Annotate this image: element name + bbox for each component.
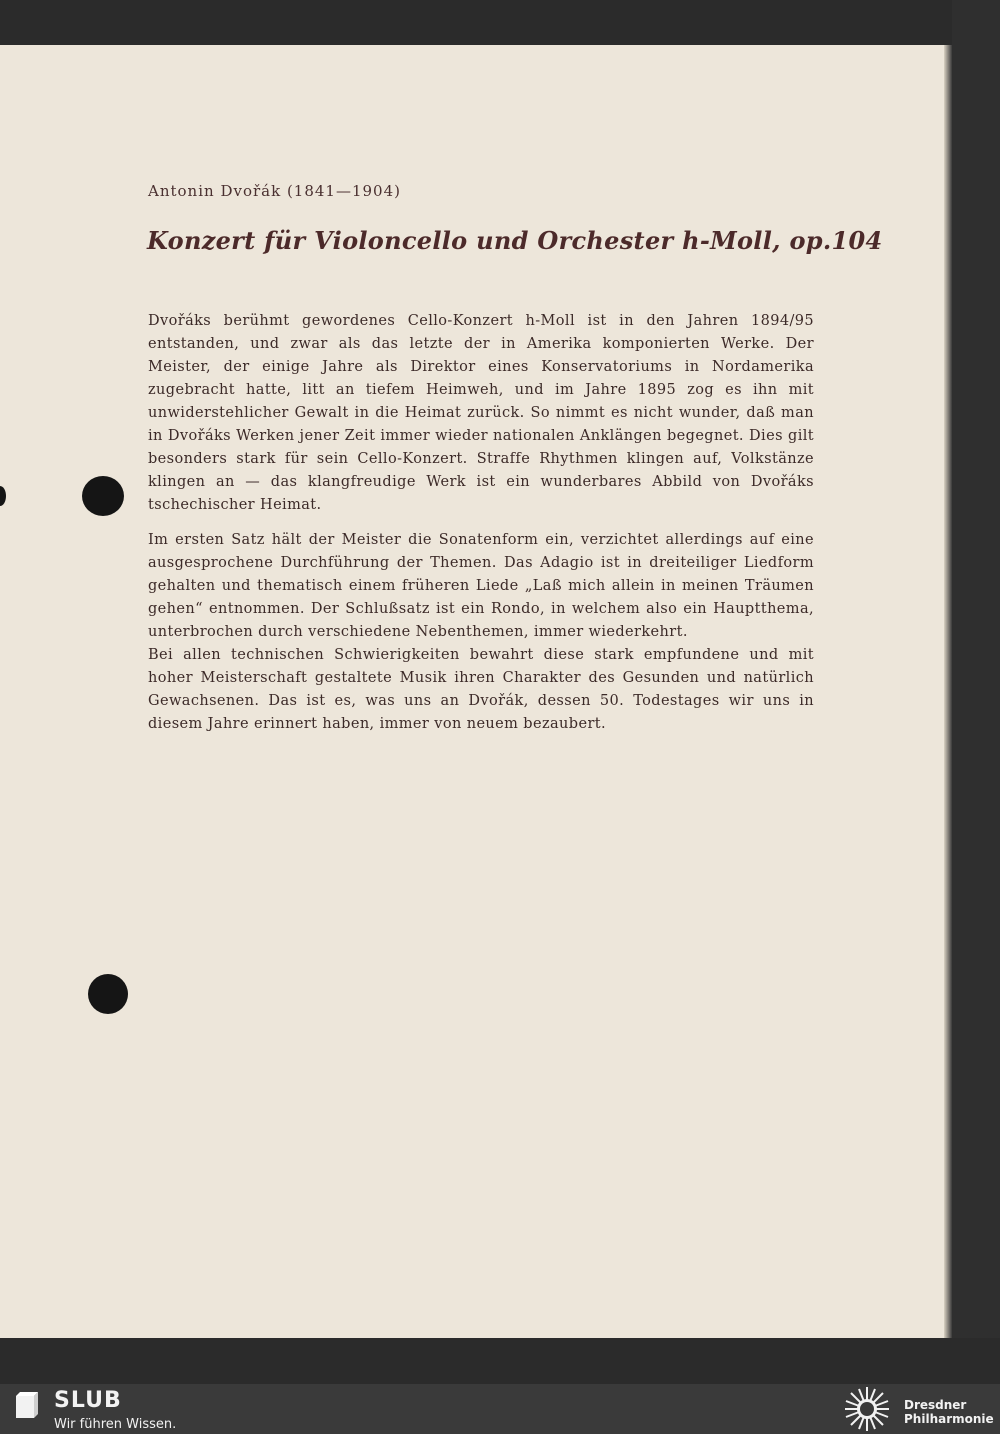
book-icon [14, 1390, 40, 1420]
slub-name[interactable]: SLUB [54, 1388, 122, 1413]
paragraph: Dvořáks berühmt gewordenes Cello-Konzert h-Moll ist in den Jahren 1894/95 entstanden, und zwar als das letzte der in Amerika komponierten Werke. Der Meister, der einige Jahre als Direktor eines Konservatoriums in Nordamerika zugebracht hatte, litt an tiefem Heimweh, und im Jahre 1895 zog es ihn mit unwiderstehlicher Gewalt in die Heimat zurück. So nimmt es nicht wunder, daß man in Dvořáks Werken jener Zeit immer wieder nationalen Anklängen begegnet. Dies gilt besonders stark für sein Cello-Konzert. Straffe Rhythmen klingen auf, Volkstänze klingen an — das klangfreudige Werk ist ein wunderbares Abbild von Dvořáks tschechischer Heimat. [148, 313, 814, 513]
body-text [148, 310, 814, 736]
paragraph: Im ersten Satz hält der Meister die Sonatenform ein, verzichtet allerdings auf eine ausgesprochene Durchführung der Themen. Das Adagio ist in dreiteiliger Liedform gehalten und thematisch einem früheren Liede „Laß mich allein in meinen Träumen gehen“ entnommen. Der Schlußsatz ist ein Rondo, in welchem also ein Hauptthema, unterbrochen durch verschiedene Nebenthemen, immer wiederkehrt. [148, 532, 814, 640]
partner-name-line1: Dresdner [904, 1398, 967, 1412]
partner-name-line2: Philharmonie [904, 1412, 994, 1426]
page-title: Konzert für Violoncello und Orchester h-Moll, op.104 [147, 226, 883, 255]
scan-top-border [0, 0, 1000, 45]
scan-bottom-border [0, 1338, 1000, 1384]
sunburst-logo-icon[interactable] [842, 1386, 892, 1432]
slub-tagline: Wir führen Wissen. [54, 1417, 177, 1432]
page-edge-shadow [944, 45, 952, 1338]
punch-hole-top [82, 476, 124, 516]
composer-line: Antonin Dvořák (1841—1904) [148, 182, 401, 200]
punch-hole-edge [0, 486, 6, 506]
partner-name[interactable] [904, 1398, 994, 1426]
scan-right-border [952, 0, 1000, 1384]
footer-bar [0, 1384, 1000, 1434]
punch-hole-bottom [88, 974, 128, 1014]
paragraph: Bei allen technischen Schwierigkeiten bewahrt diese stark empfundene und mit hoher Meisterschaft gestaltete Musik ihren Charakter des Gesunden und natürlich Gewachsenen. Das ist es, was uns an Dvořák, dessen 50. Todestages wir uns in diesem Jahre erinnert haben, immer von neuem bezaubert. [148, 647, 814, 732]
